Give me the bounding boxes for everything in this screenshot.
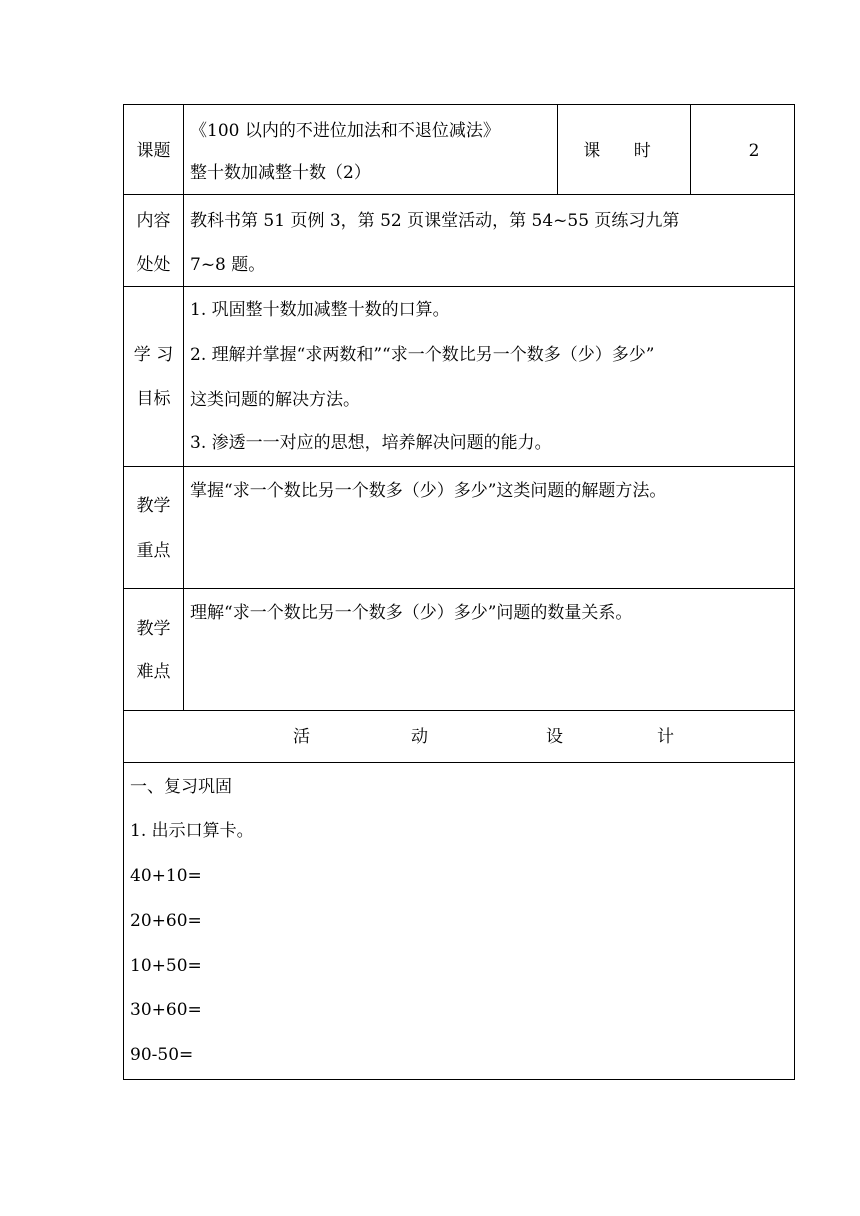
content-label-line1: 内容 — [136, 211, 171, 231]
difficulty-label-line2: 难点 — [136, 662, 171, 682]
activity-header-char: 计 — [657, 727, 674, 747]
row-divider — [123, 710, 794, 711]
label-column-divider — [183, 104, 184, 710]
row-divider — [123, 286, 794, 287]
key-point-label-line2: 重点 — [136, 541, 171, 561]
difficulty-text: 理解“求一个数比另一个数多（少）多少”问题的数量关系。 — [190, 603, 633, 623]
row-divider — [123, 762, 794, 763]
content-label-line2: 处处 — [136, 255, 171, 275]
objective-item-3: 3. 渗透一一对应的思想，培养解决问题的能力。 — [190, 433, 552, 453]
row-divider — [123, 588, 794, 589]
topic-title-line1: 《100 以内的不进位加法和不退位减法》 — [190, 121, 500, 141]
objective-item-2-line2: 这类问题的解决方法。 — [190, 390, 360, 410]
table-border — [123, 104, 795, 1080]
section-title: 一、复习巩固 — [130, 777, 232, 797]
activity-step-1: 1. 出示口算卡。 — [130, 821, 254, 841]
difficulty-label-line1: 教学 — [136, 619, 171, 639]
period-label: 课 时 — [583, 141, 665, 161]
period-value: 2 — [748, 141, 760, 161]
oral-calc-expression: 10+50= — [130, 956, 202, 976]
oral-calc-expression: 90-50= — [130, 1045, 194, 1065]
objectives-label-line2: 目标 — [136, 389, 171, 409]
oral-calc-expression: 20+60= — [130, 911, 202, 931]
topic-label: 课题 — [136, 141, 171, 161]
content-text-line2: 7~8 题。 — [190, 255, 266, 275]
row-divider — [123, 466, 794, 467]
content-text-line1: 教科书第 51 页例 3，第 52 页课堂活动，第 54~55 页练习九第 — [190, 211, 680, 231]
objective-item-1: 1. 巩固整十数加减整十数的口算。 — [190, 300, 450, 320]
row-divider — [123, 194, 794, 195]
objectives-label-line1: 学 习 — [133, 345, 174, 365]
topic-title-line2: 整十数加减整十数（2） — [190, 163, 371, 183]
objective-item-2-line1: 2. 理解并掌握“求两数和”“求一个数比另一个数多（少）多少” — [190, 345, 655, 365]
oral-calc-expression: 30+60= — [130, 1000, 202, 1020]
activity-header-char: 设 — [546, 727, 563, 747]
key-point-label-line1: 教学 — [136, 496, 171, 516]
oral-calc-expression: 40+10= — [130, 866, 202, 886]
key-point-text: 掌握“求一个数比另一个数多（少）多少”这类问题的解题方法。 — [190, 481, 667, 501]
activity-header-char: 活 — [293, 727, 310, 747]
activity-header-char: 动 — [411, 727, 428, 747]
